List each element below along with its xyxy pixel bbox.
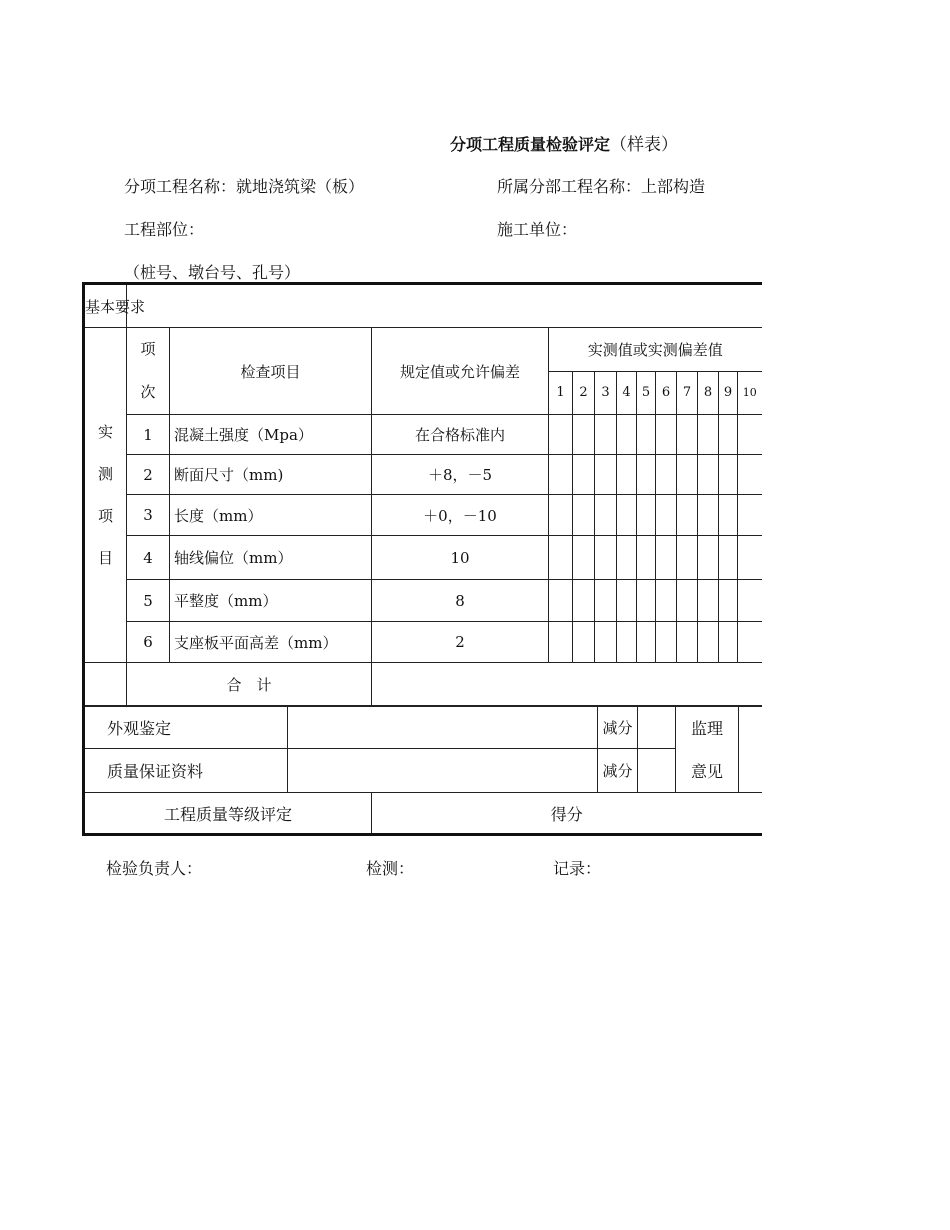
row-no: 3 bbox=[127, 495, 170, 536]
measure-cell[interactable] bbox=[549, 622, 573, 663]
row-item: 断面尺寸（mm) bbox=[170, 455, 372, 495]
deduct-value[interactable] bbox=[638, 706, 676, 749]
measure-cell[interactable] bbox=[719, 536, 738, 580]
measure-col-header: 8 bbox=[698, 371, 719, 415]
measure-cell[interactable] bbox=[738, 415, 762, 455]
inspection-table bbox=[82, 282, 762, 707]
measure-cell[interactable] bbox=[719, 455, 738, 495]
row-no: 6 bbox=[127, 622, 170, 663]
tester-label: 检测： bbox=[366, 859, 415, 878]
total-label: 合 计 bbox=[127, 663, 372, 707]
measure-cell[interactable] bbox=[698, 536, 719, 580]
inspector-label: 检验负责人： bbox=[106, 859, 203, 878]
measure-cell[interactable] bbox=[738, 536, 762, 580]
header-spec: 规定值或允许偏差 bbox=[372, 328, 549, 415]
measure-cell[interactable] bbox=[637, 622, 656, 663]
row-spec: 10 bbox=[372, 536, 549, 580]
measure-cell[interactable] bbox=[719, 580, 738, 622]
measure-cell[interactable] bbox=[637, 415, 656, 455]
row-spec: 2 bbox=[372, 622, 549, 663]
total-spacer bbox=[84, 663, 127, 707]
title-main: 分项工程质量检验评定 bbox=[450, 135, 611, 154]
supervisor-label-1: 监理 bbox=[676, 706, 739, 749]
total-value[interactable] bbox=[372, 663, 762, 707]
row-no: 4 bbox=[127, 536, 170, 580]
measure-cell[interactable] bbox=[677, 536, 698, 580]
deduct-label: 减分 bbox=[598, 749, 638, 793]
measure-cell[interactable] bbox=[738, 455, 762, 495]
measure-cell[interactable] bbox=[549, 415, 573, 455]
measure-cell[interactable] bbox=[738, 580, 762, 622]
item-name: 分项工程名称：就地浇筑梁（板） bbox=[124, 177, 365, 196]
measure-cell[interactable] bbox=[677, 455, 698, 495]
appearance-value[interactable] bbox=[288, 706, 598, 749]
quality-docs-label: 质量保证资料 bbox=[84, 749, 288, 793]
quality-docs-value[interactable] bbox=[288, 749, 598, 793]
row-item: 混凝土强度（Mpa） bbox=[170, 415, 372, 455]
title-suffix: （样表） bbox=[610, 135, 679, 155]
row-spec: 8 bbox=[372, 580, 549, 622]
measure-cell[interactable] bbox=[677, 580, 698, 622]
location-note: （桩号、墩台号、孔号） bbox=[124, 263, 301, 282]
table-row bbox=[84, 536, 762, 580]
deduct-label: 减分 bbox=[598, 706, 638, 749]
header-measured: 实测值或实测偏差值 bbox=[549, 328, 762, 372]
row-spec: ＋8，－5 bbox=[372, 455, 549, 495]
measure-col-header: 1 bbox=[549, 371, 573, 415]
measure-cell[interactable] bbox=[595, 622, 617, 663]
measure-col-header: 3 bbox=[595, 371, 617, 415]
measure-cell[interactable] bbox=[698, 622, 719, 663]
measure-cell[interactable] bbox=[617, 580, 637, 622]
measure-cell[interactable] bbox=[549, 455, 573, 495]
table-row bbox=[84, 415, 762, 455]
row-no: 5 bbox=[127, 580, 170, 622]
measure-cell[interactable] bbox=[595, 536, 617, 580]
measure-col-header: 7 bbox=[677, 371, 698, 415]
measure-cell[interactable] bbox=[573, 536, 595, 580]
measure-col-header: 6 bbox=[656, 371, 677, 415]
table-row bbox=[84, 622, 762, 663]
grade-label: 工程质量等级评定 bbox=[84, 793, 372, 835]
table-row bbox=[84, 495, 762, 536]
parent-name: 所属分部工程名称：上部构造 bbox=[497, 177, 706, 196]
table-row bbox=[84, 455, 762, 495]
measure-cell[interactable] bbox=[637, 580, 656, 622]
supervisor-opinion[interactable] bbox=[739, 706, 762, 793]
row-no: 1 bbox=[127, 415, 170, 455]
row-item: 平整度（mm） bbox=[170, 580, 372, 622]
measure-cell[interactable] bbox=[698, 415, 719, 455]
row-item: 支座板平面高差（mm） bbox=[170, 622, 372, 663]
measure-cell[interactable] bbox=[573, 455, 595, 495]
measure-col-header: 10 bbox=[738, 371, 762, 415]
contractor-label: 施工单位： bbox=[497, 220, 578, 239]
row-item: 轴线偏位（mm） bbox=[170, 536, 372, 580]
location-label: 工程部位： bbox=[124, 220, 205, 239]
measure-cell[interactable] bbox=[549, 580, 573, 622]
basic-requirements-label: 基本要求 bbox=[84, 284, 127, 328]
measure-cell[interactable] bbox=[656, 495, 677, 536]
measure-col-header: 4 bbox=[617, 371, 637, 415]
measure-cell[interactable] bbox=[617, 495, 637, 536]
measure-cell[interactable] bbox=[637, 536, 656, 580]
section-char: 实 bbox=[97, 423, 113, 441]
score-label: 得分 bbox=[372, 793, 762, 835]
measure-cell[interactable] bbox=[656, 536, 677, 580]
basic-requirements-value bbox=[127, 284, 762, 328]
total-row bbox=[84, 663, 762, 707]
measure-cell[interactable] bbox=[677, 622, 698, 663]
measure-cell[interactable] bbox=[617, 536, 637, 580]
supervisor-label-2: 意见 bbox=[676, 749, 739, 793]
measure-cell[interactable] bbox=[677, 495, 698, 536]
measure-cell[interactable] bbox=[698, 580, 719, 622]
measure-cell[interactable] bbox=[698, 495, 719, 536]
measure-col-header: 2 bbox=[573, 371, 595, 415]
measure-cell[interactable] bbox=[595, 415, 617, 455]
measure-cell[interactable] bbox=[656, 415, 677, 455]
measure-cell[interactable] bbox=[719, 415, 738, 455]
measure-cell[interactable] bbox=[595, 580, 617, 622]
row-spec: 在合格标准内 bbox=[372, 415, 549, 455]
measure-cell[interactable] bbox=[573, 495, 595, 536]
measure-cell[interactable] bbox=[719, 495, 738, 536]
appearance-label: 外观鉴定 bbox=[84, 706, 288, 749]
header-item-no: 项 次 bbox=[127, 328, 170, 415]
measure-cell[interactable] bbox=[573, 415, 595, 455]
measure-cell[interactable] bbox=[656, 580, 677, 622]
measure-cell[interactable] bbox=[595, 495, 617, 536]
measure-cell[interactable] bbox=[656, 622, 677, 663]
measure-col-header: 5 bbox=[637, 371, 656, 415]
table-row bbox=[84, 580, 762, 622]
grade-table bbox=[82, 792, 762, 836]
measure-col-header: 9 bbox=[719, 371, 738, 415]
row-item: 长度（mm） bbox=[170, 495, 372, 536]
measure-cell[interactable] bbox=[656, 455, 677, 495]
row-spec: ＋0，－10 bbox=[372, 495, 549, 536]
measure-cell[interactable] bbox=[617, 455, 637, 495]
measure-cell[interactable] bbox=[617, 622, 637, 663]
recorder-label: 记录： bbox=[553, 859, 602, 878]
measure-cell[interactable] bbox=[738, 622, 762, 663]
measure-cell[interactable] bbox=[549, 536, 573, 580]
section-char: 目 bbox=[97, 549, 113, 567]
measured-items-label bbox=[84, 328, 127, 663]
measure-cell[interactable] bbox=[549, 495, 573, 536]
measure-cell[interactable] bbox=[719, 622, 738, 663]
page-title bbox=[450, 130, 678, 155]
row-no: 2 bbox=[127, 455, 170, 495]
section-char: 项 bbox=[97, 507, 113, 525]
measure-cell[interactable] bbox=[677, 415, 698, 455]
measure-cell[interactable] bbox=[595, 455, 617, 495]
measure-cell[interactable] bbox=[637, 495, 656, 536]
measure-cell[interactable] bbox=[617, 415, 637, 455]
measure-cell[interactable] bbox=[573, 580, 595, 622]
deduct-value[interactable] bbox=[638, 749, 676, 793]
measure-cell[interactable] bbox=[637, 455, 656, 495]
measure-cell[interactable] bbox=[573, 622, 595, 663]
measure-cell[interactable] bbox=[698, 455, 719, 495]
section-char: 测 bbox=[97, 465, 113, 483]
evaluation-table bbox=[82, 705, 762, 793]
measure-cell[interactable] bbox=[738, 495, 762, 536]
header-check-item: 检查项目 bbox=[170, 328, 372, 415]
